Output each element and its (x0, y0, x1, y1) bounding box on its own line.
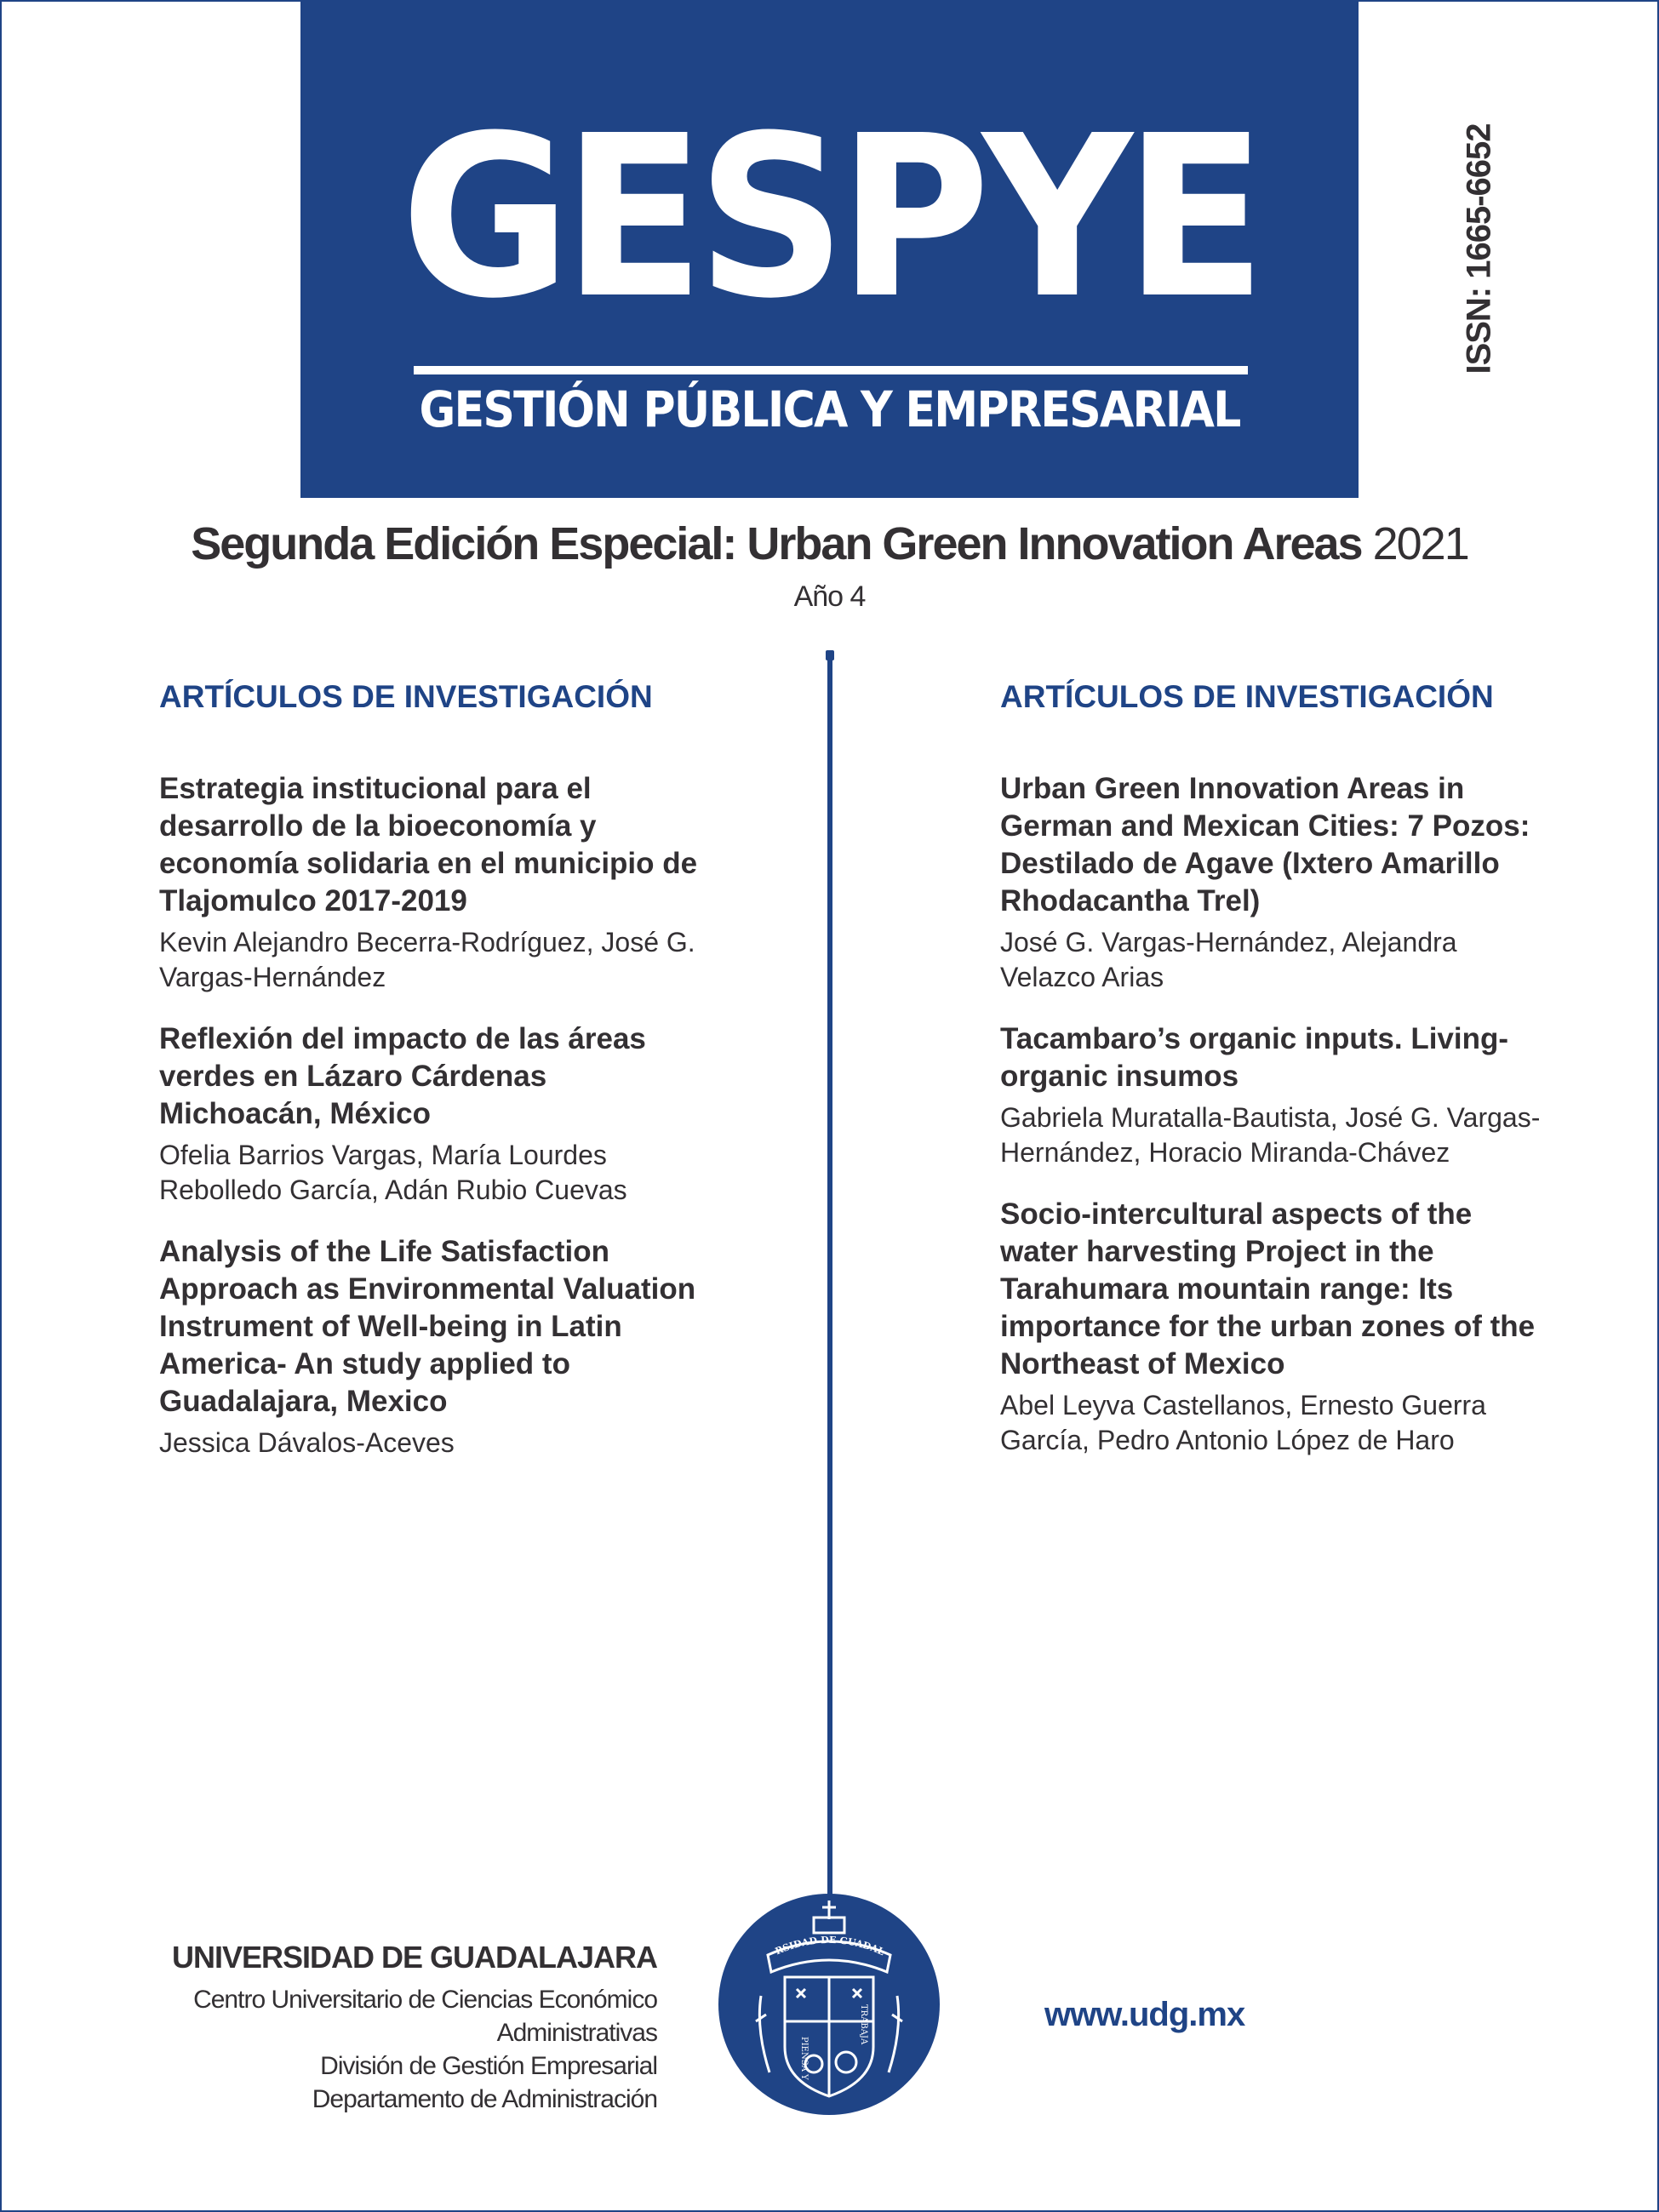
journal-logo: GESPYE (400, 88, 1259, 347)
article-title: Socio-intercultural aspects of the water harvesting Project in the Tarahumara mountain range: Its importance for the urban zones of the Northeast of Mexico (1000, 1197, 1536, 1380)
masthead (300, 0, 1359, 498)
article-title: Analysis of the Life Satisfaction Approach as Environmental Valuation Instrument of Well-being in Latin America- An study applied to Guadalajara, Mexico (159, 1235, 696, 1418)
article-authors: José G. Vargas-Hernández, Alejandra Velazco Arias (1000, 927, 1457, 992)
edition-title (0, 518, 1659, 569)
article (1000, 1196, 1545, 1458)
article-title: Estrategia institucional para el desarrollo de la bioeconomía y economía solidaria en el municipio de Tlajomulco 2017-2019 (159, 772, 698, 917)
article-title: Urban Green Innovation Areas in German and Mexican Cities: 7 Pozos: Destilado de Agave (Ixtero Amarillo Rhodacantha Trel) (1000, 772, 1530, 917)
university-block (34, 1942, 657, 2116)
column-divider (827, 654, 832, 1906)
article-authors: Gabriela Muratalla-Bautista, José G. Vargas-Hernández, Horacio Miranda-Chávez (1000, 1102, 1541, 1168)
edition-year: 2021 (1372, 518, 1468, 569)
svg-text:UNIVERSIDAD DE GUADALAJARA (718, 1894, 886, 1958)
article (159, 1020, 704, 1208)
article-authors: Kevin Alejandro Becerra-Rodríguez, José G. Vargas-Hernández (159, 927, 695, 992)
article-title: Reflexión del impacto de las áreas verdes en Lázaro Cárdenas Michoacán, México (159, 1022, 646, 1130)
edition-year-number: Año 4 (793, 580, 866, 613)
article-authors: Jessica Dávalos-Aceves (159, 1427, 455, 1458)
university-center: Centro Universitario de Ciencias Económico Administrativas (193, 1986, 657, 2047)
article (1000, 770, 1545, 995)
university-division: División de Gestión Empresarial (320, 2052, 657, 2080)
logo-divider (414, 366, 1248, 374)
article-authors: Ofelia Barrios Vargas, María Lourdes Rebolledo García, Adán Rubio Cuevas (159, 1140, 627, 1205)
university-name: UNIVERSIDAD DE GUADALAJARA (171, 1940, 657, 1975)
website-link[interactable]: www.udg.mx (1044, 1996, 1245, 2033)
seal-motto-right: TRABAJA (859, 2004, 868, 2045)
article (159, 770, 704, 995)
left-column (159, 681, 704, 1486)
seal-text: RSIDAD DE GUADAL (773, 1934, 886, 1958)
article-authors: Abel Leyva Castellanos, Ernesto Guerra García, Pedro Antonio López de Haro (1000, 1390, 1486, 1455)
section-heading: ARTÍCULOS DE INVESTIGACIÓN (1000, 679, 1494, 714)
article (159, 1233, 704, 1460)
article-title: Tacambaro’s organic inputs. Living-organic insumos (1000, 1022, 1509, 1093)
journal-subtitle: GESTIÓN PÚBLICA Y EMPRESARIAL (419, 380, 1240, 438)
university-seal-icon (718, 1894, 940, 2115)
article (1000, 1020, 1545, 1170)
section-heading: ARTÍCULOS DE INVESTIGACIÓN (159, 679, 653, 714)
right-column (1000, 681, 1545, 1483)
university-department: Departamento de Administración (312, 2085, 657, 2113)
issn: ISSN: 1665-6652 (1460, 123, 1498, 374)
seal-motto-left: PIENSA Y (799, 2037, 809, 2080)
edition-name: Segunda Edición Especial: Urban Green Innovation Areas (191, 518, 1362, 569)
